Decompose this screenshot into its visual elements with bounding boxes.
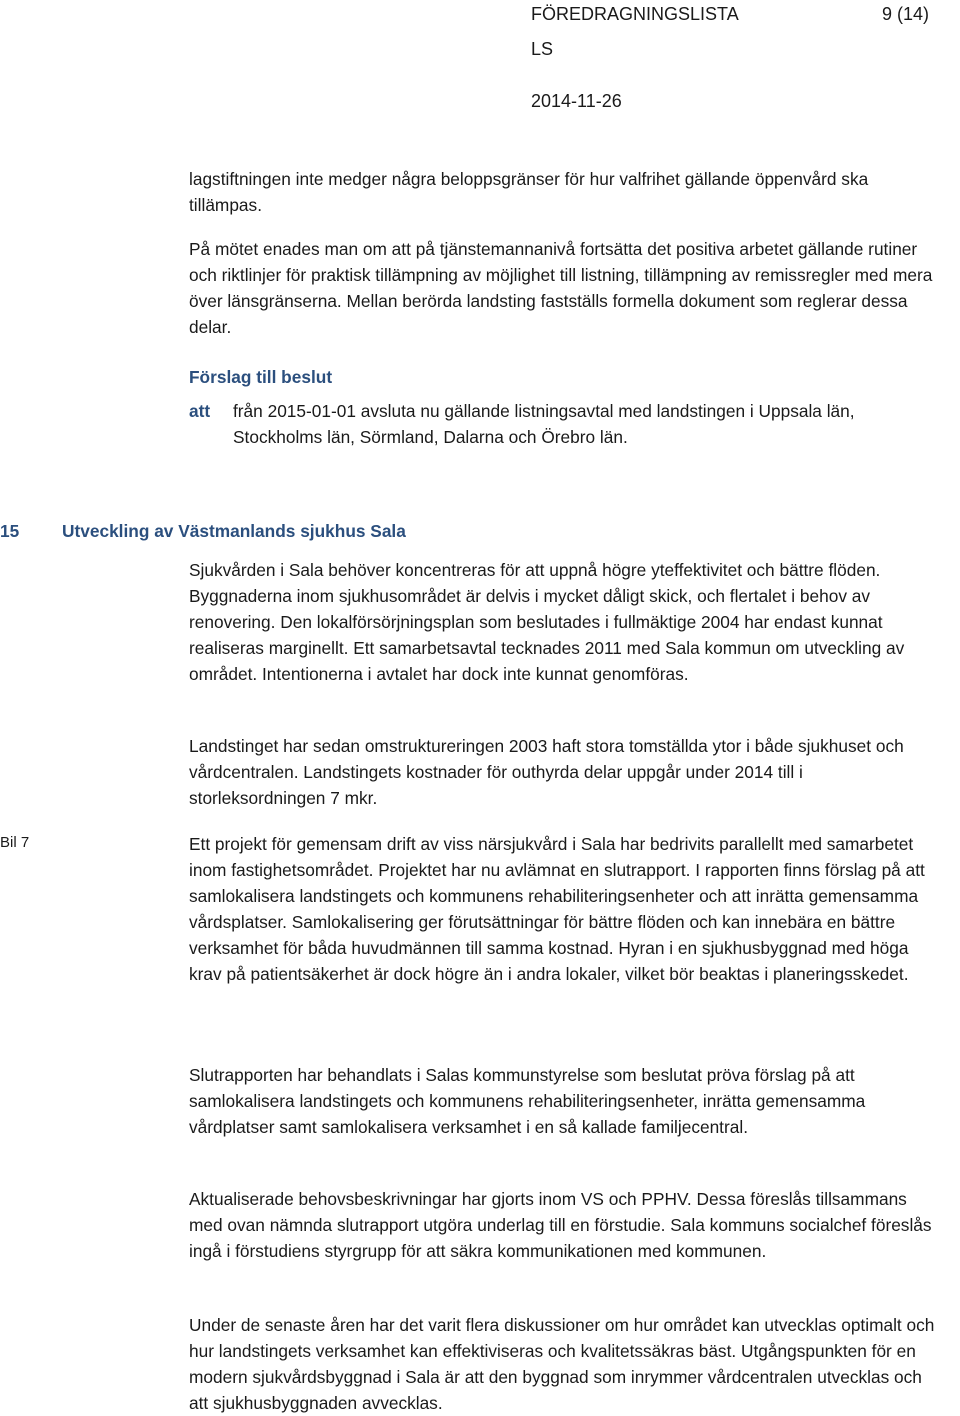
paragraph-text: Slutrapporten har behandlats i Salas kommunstyrelse som beslutat pröva förslag på att samlokalisera landstingets och kommunens rehabiliteringsenheter, inrätta gemensamma vårdplatser samt samlokalisera verksamhet i en så kallade familjecentral. (189, 1065, 866, 1137)
meeting-date: 2014-11-26 (531, 91, 622, 111)
paragraph-text: Sjukvården i Sala behöver koncentreras för att uppnå högre yteffektivitet och bättre flöden. Byggnaderna inom sjukhusområdet är delvis i mycket dåligt skick, och flertalet i behov av renovering. Den lokalförsörjningsplan som beslutades i fullmäktige 2004 har endast kunnat realiseras marginellt. Ett samarbetsavtal tecknades 2011 med Sala kommun om utveckling av området. Intentionerna i avtalet har dock inte kunnat genomföras. (189, 560, 905, 684)
intro-paragraph-1 (189, 166, 937, 218)
department-code: LS (531, 39, 554, 59)
paragraph-text: Landstinget har sedan omstruktureringen 2003 haft stora tomställda ytor i både sjukhuset och vårdcentralen. Landstingets kostnader för outhyrda delar uppgår under 2014 till i storleksordningen 7 mkr. (189, 736, 904, 808)
item-paragraph-4 (189, 1062, 937, 1140)
paragraph-text: På mötet enades man om att på tjänstemannanivå fortsätta det positiva arbetet gällande rutiner och riktlinjer för praktisk tillämpning av möjlighet till listning, tillämpning av remissregler med mera över länsgränserna. Mellan berörda landsting fastställs formella dokument som reglerar dessa delar. (189, 239, 933, 337)
proposal-heading: Förslag till beslut (189, 367, 333, 387)
proposal-att-clause (189, 398, 937, 450)
paragraph-text: Aktualiserade behovsbeskrivningar har gjorts inom VS och PPHV. Dessa föreslås tillsammans med ovan nämnda slutrapport utgöra underlag till en förstudie. Sala kommuns socialchef föreslås ingå i förstudiens styrgrupp för att säkra kommunikationen med kommunen. (189, 1189, 932, 1261)
paragraph-text: Under de senaste åren har det varit flera diskussioner om hur området kan utvecklas optimalt och hur landstingets verksamhet kan effektiviseras och kvalitetssäkras bäst. Utgångspunkten för en modern sjukvårdsbyggnad i Sala är att den byggnad som inrymmer vårdcentralen utvecklas och att sjukhusbyggnaden avvecklas. (189, 1315, 935, 1413)
att-text: från 2015-01-01 avsluta nu gällande listningsavtal med landstingen i Uppsala län, Stockholms län, Sörmland, Dalarna och Örebro län. (233, 401, 855, 447)
agenda-item-title: Utveckling av Västmanlands sjukhus Sala (62, 521, 406, 541)
page-number: 9 (14) (882, 4, 930, 24)
attachment-reference: Bil 7 (0, 834, 30, 851)
paragraph-text: lagstiftningen inte medger några beloppsgränser för hur valfrihet gällande öppenvård ska tillämpas. (189, 169, 869, 215)
item-paragraph-6 (189, 1312, 937, 1416)
item-paragraph-5 (189, 1186, 937, 1264)
paragraph-text: Ett projekt för gemensam drift av viss närsjukvård i Sala har bedrivits parallellt med samarbetet inom fastighetsområdet. Projektet har nu avlämnat en slutrapport. I rapporten finns förslag på att samlokalisera landstingets och kommunens rehabiliteringsenheter och att inrätta gemensamma vårdsplatser. Samlokalisering ger förutsättningar för bättre flöden och kan innebära en bättre verksamhet för båda huvudmännen till samma kostnad. Hyran i en sjukhusbyggnad med höga krav på patientsäkerhet är dock högre än i andra lokaler, vilket bör beaktas i planeringsskedet. (189, 834, 925, 984)
item-paragraph-1 (189, 557, 937, 687)
intro-paragraph-2 (189, 236, 937, 340)
att-label: att (189, 401, 211, 421)
agenda-item-number: 15 (0, 521, 20, 541)
item-paragraph-3 (189, 831, 937, 987)
item-paragraph-2 (189, 733, 937, 811)
document-type: FÖREDRAGNINGSLISTA (531, 4, 739, 24)
